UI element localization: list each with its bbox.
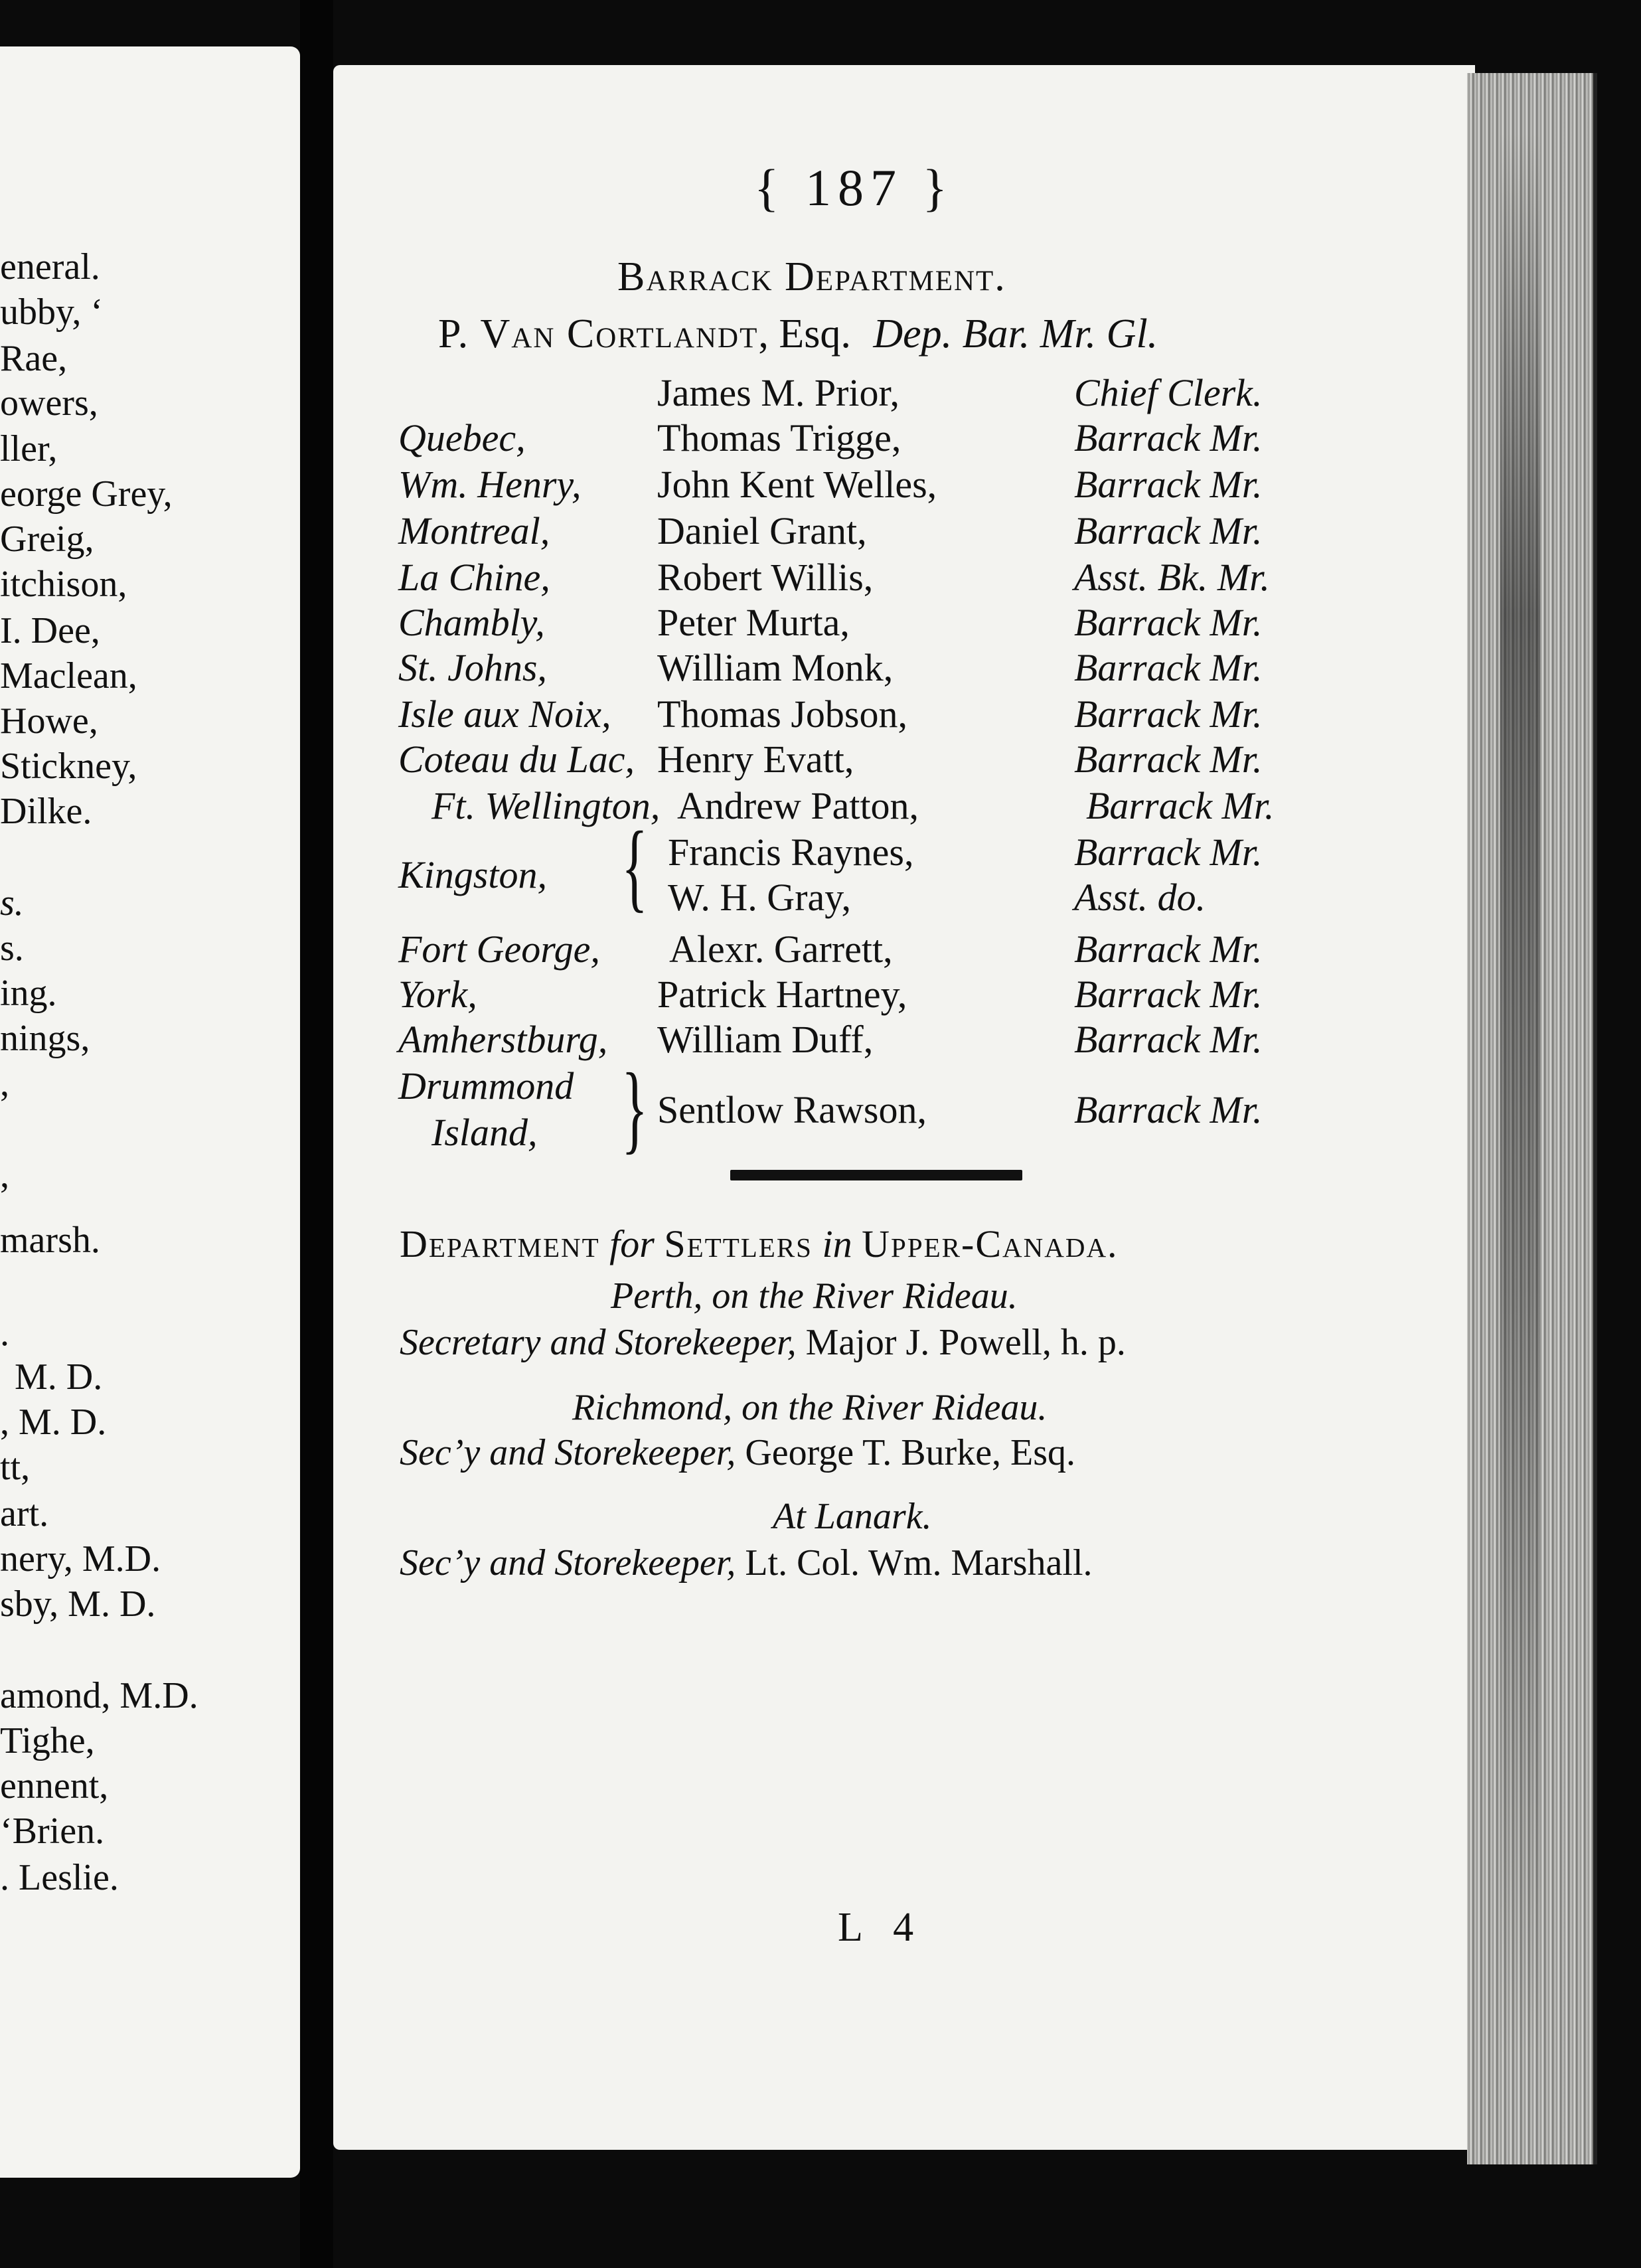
prev-fragment: ennent, — [0, 1765, 109, 1807]
kingston-office-1: Barrack Mr. — [1074, 831, 1263, 874]
richmond-person: George T. Burke, Esq. — [745, 1432, 1076, 1473]
row-office: Barrack Mr. — [1074, 601, 1263, 644]
kingston-name-2: W. H. Gray, — [668, 876, 851, 919]
head-name: P. Van Cortlandt — [438, 311, 759, 357]
row-office: Chief Clerk. — [1074, 371, 1263, 414]
row-place: Chambly, — [398, 601, 545, 644]
brace-icon: } — [621, 1053, 648, 1163]
head-esq: , Esq. — [758, 311, 851, 357]
row-place: Ft. Wellington, — [431, 784, 661, 827]
row-name: Robert Willis, — [657, 556, 874, 599]
richmond-line — [400, 1431, 1075, 1474]
settlers-title-part: Settlers — [664, 1222, 813, 1265]
row-place: Wm. Henry, — [398, 463, 582, 506]
row-name: Henry Evatt, — [657, 738, 854, 781]
prev-fragment: tt, — [0, 1447, 31, 1488]
drummond-place-line-2: Island, — [431, 1111, 538, 1154]
row-place: Amherstburg, — [398, 1018, 608, 1061]
settlers-title-part: in — [822, 1222, 852, 1265]
kingston-place: Kingston, — [398, 853, 547, 896]
row-office: Barrack Mr. — [1074, 463, 1263, 506]
department-head — [438, 311, 1158, 358]
prev-fragment: sby, M. D. — [0, 1583, 156, 1625]
head-office: Dep. Bar. Mr. Gl. — [873, 311, 1158, 357]
lanark-heading: At Lanark. — [773, 1496, 932, 1537]
perth-heading: Perth, on the River Rideau. — [611, 1275, 1018, 1317]
prev-fragment: nery, M.D. — [0, 1538, 161, 1580]
kingston-name-1: Francis Raynes, — [668, 831, 914, 874]
prev-fragment: , — [0, 1155, 9, 1196]
prev-fragment: owers, — [0, 382, 98, 424]
section-title: Barrack Department. — [617, 254, 1006, 299]
row-office: Barrack Mr. — [1074, 973, 1263, 1016]
richmond-role: Sec’y and Storekeeper, — [400, 1432, 736, 1473]
row-name: Daniel Grant, — [657, 509, 867, 552]
prev-fragment: ‘Brien. — [0, 1811, 105, 1852]
lanark-line — [400, 1542, 1093, 1584]
lanark-role: Sec’y and Storekeeper, — [400, 1542, 736, 1583]
prev-fragment: Rae, — [0, 338, 68, 379]
brace-icon: { — [621, 811, 648, 922]
prev-fragment: s. — [0, 882, 24, 924]
previous-page — [0, 46, 300, 2178]
richmond-heading: Richmond, on the River Rideau. — [572, 1387, 1048, 1428]
row-name: Thomas Trigge, — [657, 416, 901, 459]
prev-fragment: ing. — [0, 973, 57, 1014]
row-place: York, — [398, 973, 477, 1016]
lanark-person: Lt. Col. Wm. Marshall. — [745, 1542, 1093, 1583]
drummond-office: Barrack Mr. — [1074, 1088, 1263, 1131]
prev-fragment: s. — [0, 928, 24, 969]
prev-fragment: ller, — [0, 428, 58, 469]
row-place: St. Johns, — [398, 646, 547, 689]
perth-line — [400, 1321, 1126, 1364]
prev-fragment: M. D. — [15, 1356, 103, 1398]
kingston-office-2: Asst. do. — [1074, 876, 1206, 919]
row-name: James M. Prior, — [657, 371, 899, 414]
prev-fragment: art. — [0, 1493, 49, 1534]
edge-shadow — [1500, 133, 1540, 2058]
row-name: Peter Murta, — [657, 601, 850, 644]
prev-fragment: Tighe, — [0, 1720, 95, 1761]
prev-fragment: eorge Grey, — [0, 473, 173, 515]
settlers-title-part: for — [609, 1222, 655, 1265]
row-place: Fort George, — [398, 928, 600, 971]
row-office: Asst. Bk. Mr. — [1074, 556, 1270, 599]
prev-fragment: . Leslie. — [0, 1857, 119, 1898]
row-office: Barrack Mr. — [1074, 738, 1263, 781]
settlers-title-part: Department — [400, 1222, 600, 1265]
prev-fragment: . — [0, 1313, 9, 1354]
drummond-place-line-1: Drummond — [398, 1064, 574, 1107]
row-office: Barrack Mr. — [1074, 1018, 1263, 1061]
row-place: Quebec, — [398, 416, 526, 459]
row-office: Barrack Mr. — [1074, 646, 1263, 689]
row-name: Andrew Patton, — [677, 784, 919, 827]
row-office: Barrack Mr. — [1074, 416, 1263, 459]
book-gutter — [300, 0, 333, 2268]
row-name: Alexr. Garrett, — [669, 928, 893, 971]
perth-person: Major J. Powell, h. p. — [805, 1322, 1126, 1363]
row-office: Barrack Mr. — [1086, 784, 1275, 827]
perth-role: Secretary and Storekeeper, — [400, 1322, 797, 1363]
settlers-title — [400, 1222, 1119, 1266]
prev-fragment: Maclean, — [0, 655, 137, 696]
prev-fragment: ubby, ‘ — [0, 291, 104, 333]
row-name: William Duff, — [657, 1018, 874, 1061]
row-place: Isle aux Noix, — [398, 692, 611, 736]
prev-fragment: I. Dee, — [0, 610, 100, 651]
prev-fragment: itchison, — [0, 564, 127, 605]
prev-fragment: Stickney, — [0, 746, 137, 787]
row-name: William Monk, — [657, 646, 894, 689]
prev-fragment: nings, — [0, 1018, 90, 1059]
row-place: Coteau du Lac, — [398, 738, 635, 781]
settlers-title-part: Upper-Canada. — [862, 1222, 1119, 1265]
drummond-name: Sentlow Rawson, — [657, 1088, 927, 1131]
prev-fragment: , — [0, 1063, 9, 1104]
row-place: La Chine, — [398, 556, 550, 599]
row-office: Barrack Mr. — [1074, 509, 1263, 552]
signature-mark: L 4 — [838, 1905, 925, 1950]
row-office: Barrack Mr. — [1074, 928, 1263, 971]
row-name: Patrick Hartney, — [657, 973, 907, 1016]
prev-fragment: marsh. — [0, 1220, 100, 1261]
row-place: Montreal, — [398, 509, 550, 552]
page-number: { 187 } — [754, 159, 954, 216]
row-name: Thomas Jobson, — [657, 692, 907, 736]
prev-fragment: Greig, — [0, 519, 94, 560]
row-office: Barrack Mr. — [1074, 692, 1263, 736]
prev-fragment: Howe, — [0, 700, 98, 742]
prev-fragment: amond, M.D. — [0, 1675, 198, 1716]
prev-fragment: , M. D. — [0, 1402, 107, 1443]
prev-fragment: Dilke. — [0, 791, 92, 832]
prev-fragment: eneral. — [0, 246, 100, 287]
section-divider — [730, 1170, 1022, 1180]
row-name: John Kent Welles, — [657, 463, 937, 506]
